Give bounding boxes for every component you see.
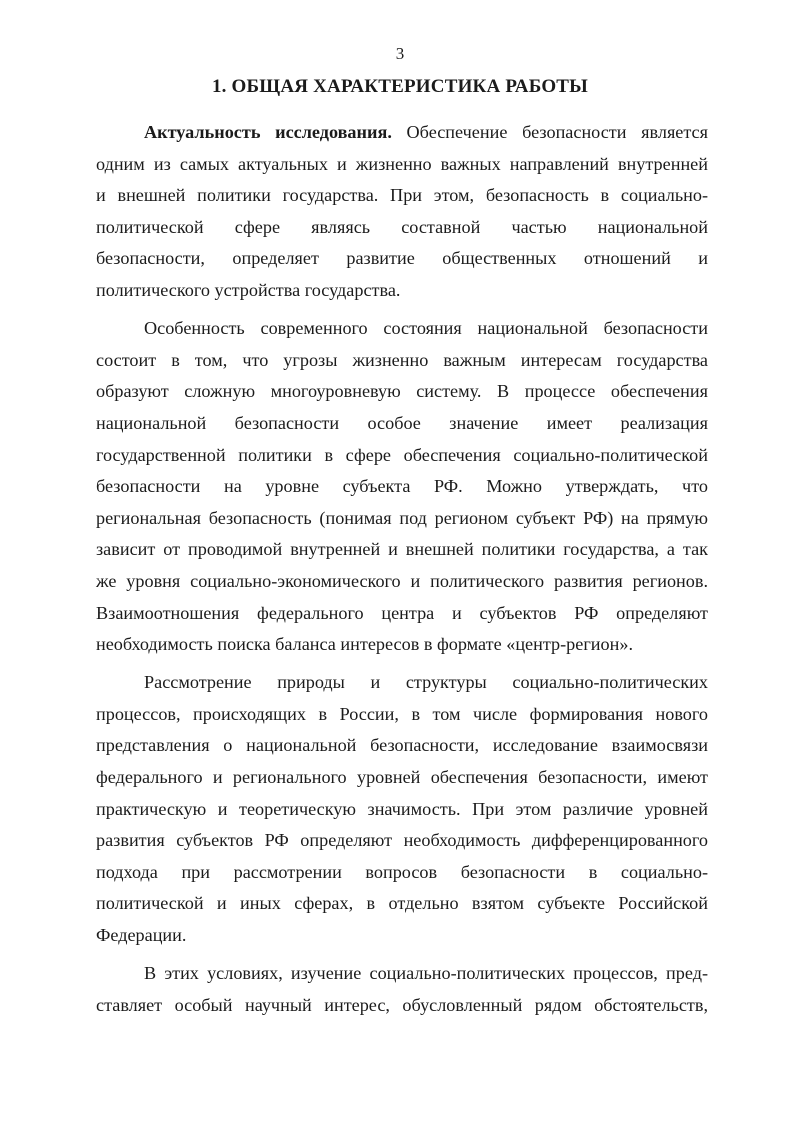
text-line: Рассмотрение природы и структуры социально-политических bbox=[144, 672, 708, 693]
paragraph-processes bbox=[96, 667, 708, 951]
body-text bbox=[96, 117, 708, 1028]
text-line: Взаимоотношения федерального центра и субъектов РФ определяют bbox=[96, 602, 708, 623]
text-line: процессов, происходящих в России, в том числе формирования нового bbox=[96, 703, 708, 724]
text-line: федерального и регионального уровней обеспечения безопасности, имеют bbox=[96, 767, 708, 788]
paragraph-security-features bbox=[96, 313, 708, 661]
text-line: образуют сложную многоуровневую систему. В процессе обеспечения bbox=[96, 381, 708, 402]
text-line: государственной политики в сфере обеспечения социально-политической bbox=[96, 444, 708, 465]
text-line: практическую и теоретическую значимость. При этом различие уровней bbox=[96, 798, 708, 819]
paragraph-conditions bbox=[96, 958, 708, 1021]
text-line: Федерации. bbox=[96, 925, 187, 946]
text-line: безопасности на уровне субъекта РФ. Можно утверждать, что bbox=[96, 476, 708, 497]
text-line: же уровня социально-экономического и политического развития регионов. bbox=[96, 570, 708, 591]
section-title: 1. ОБЩАЯ ХАРАКТЕРИСТИКА РАБОТЫ bbox=[211, 76, 589, 97]
text-line: политической и иных сферах, в отдельно взятом субъекте Российской bbox=[96, 893, 708, 914]
text-line bbox=[96, 117, 708, 149]
text-line: и внешней политики государства. При этом, безопасность в социально- bbox=[96, 185, 708, 206]
text-line: состоит в том, что угрозы жизненно важным интересам государства bbox=[96, 349, 708, 370]
text-line: представления о национальной безопасности, исследование взаимосвязи bbox=[96, 735, 708, 756]
text-line: политической сфере являясь составной частью национальной bbox=[96, 216, 708, 237]
page-number: 3 bbox=[395, 44, 405, 63]
text-line: национальной безопасности особое значение имеет реализация bbox=[96, 412, 708, 433]
text-line: политического устройства государства. bbox=[96, 279, 401, 300]
text-line: ставляет особый научный интерес, обусловленный рядом обстоятельств, bbox=[96, 994, 708, 1015]
text-line: Особенность современного состояния национальной безопасности bbox=[144, 318, 708, 339]
paragraph-lead: Актуальность исследования. bbox=[144, 122, 392, 142]
text-line: подхода при рассмотрении вопросов безопасности в социально- bbox=[96, 861, 708, 882]
paragraph-relevance bbox=[96, 117, 708, 307]
text-line: развития субъектов РФ определяют необходимость дифференцированного bbox=[96, 830, 708, 851]
text-line: необходимость поиска баланса интересов в формате «центр-регион». bbox=[96, 634, 634, 655]
text-line: безопасности, определяет развитие общественных отношений и bbox=[96, 248, 708, 269]
text-line: зависит от проводимой внутренней и внешней политики государства, а так bbox=[96, 539, 708, 560]
text-line: В этих условиях, изучение социально-политических процессов, пред- bbox=[144, 963, 708, 984]
text-line-content: Обеспечение безопасности является bbox=[391, 122, 708, 142]
text-line: региональная безопасность (понимая под регионом субъект РФ) на прямую bbox=[96, 507, 708, 528]
text-line: одним из самых актуальных и жизненно важных направлений внутренней bbox=[96, 153, 708, 174]
